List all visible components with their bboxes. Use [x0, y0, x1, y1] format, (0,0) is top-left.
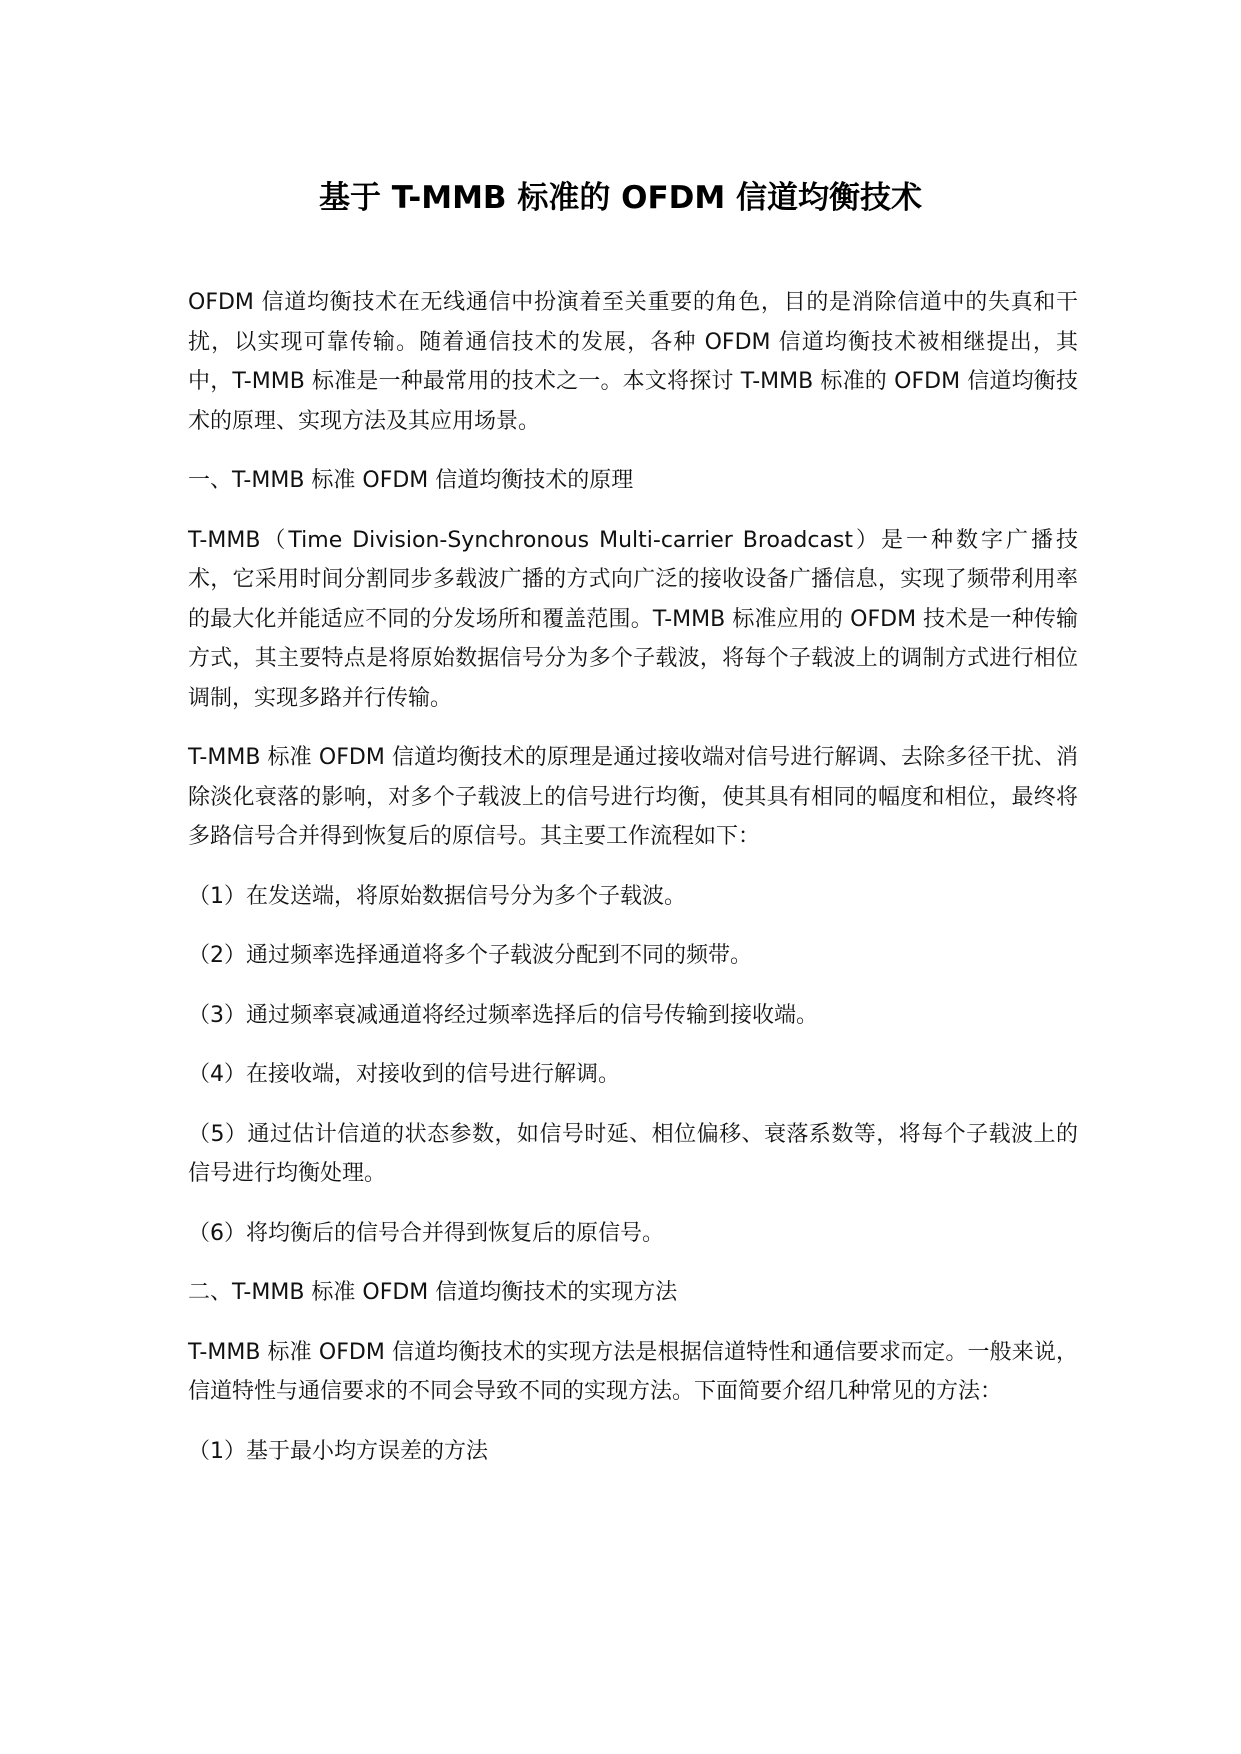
- section-heading-principle: 一、T-MMB 标准 OFDM 信道均衡技术的原理: [188, 468, 634, 493]
- section-heading-implementation: 二、T-MMB 标准 OFDM 信道均衡技术的实现方法: [188, 1280, 678, 1305]
- method-item-1: （1）基于最小均方误差的方法: [188, 1438, 488, 1464]
- document-body: [188, 283, 1078, 1471]
- workflow-step-4: （4）在接收端，对接收到的信号进行解调。: [188, 1062, 620, 1087]
- intro-paragraph: OFDM 信道均衡技术在无线通信中扮演着至关重要的角色，目的是消除信道中的失真和干扰，以实现可靠传输。随着通信技术的发展，各种 OFDM 信道均衡技术被相继提出，其中，T-MMB 标准是一种最常用的技术之一。本文将探讨 T-MMB 标准的 OFDM 信道均衡技术的原理、实现方法及其应用场景。: [188, 290, 1078, 434]
- workflow-step-1: （1）在发送端，将原始数据信号分为多个子载波。: [188, 883, 686, 909]
- workflow-step-3: （3）通过频率衰减通道将经过频率选择后的信号传输到接收端。: [188, 1002, 818, 1028]
- document-title: 基于 T-MMB 标准的 OFDM 信道均衡技术: [318, 180, 923, 216]
- workflow-step-6: （6）将均衡后的信号合并得到恢复后的原信号。: [188, 1220, 664, 1246]
- tmmb-definition-paragraph: T-MMB（Time Division-Synchronous Multi-carrier Broadcast）是一种数字广播技术，它采用时间分割同步多载波广播的方式向广泛的接收设备广播信息，实现了频带利用率的最大化并能适应不同的分发场所和覆盖范围。T-MMB 标准应用的 OFDM 技术是一种传输方式，其主要特点是将原始数据信号分为多个子载波，将每个子载波上的调制方式进行相位调制，实现多路并行传输。: [188, 527, 1078, 711]
- workflow-step-5: （5）通过估计信道的状态参数，如信号时延、相位偏移、衰落系数等，将每个子载波上的信号进行均衡处理。: [188, 1121, 1078, 1186]
- workflow-step-2: （2）通过频率选择通道将多个子载波分配到不同的频带。: [188, 943, 752, 968]
- principle-paragraph: T-MMB 标准 OFDM 信道均衡技术的原理是通过接收端对信号进行解调、去除多径干扰、消除淡化衰落的影响，对多个子载波上的信号进行均衡，使其具有相同的幅度和相位，最终将多路信号合并得到恢复后的原信号。其主要工作流程如下：: [188, 745, 1078, 849]
- implementation-paragraph: T-MMB 标准 OFDM 信道均衡技术的实现方法是根据信道特性和通信要求而定。一般来说，信道特性与通信要求的不同会导致不同的实现方法。下面简要介绍几种常见的方法：: [188, 1339, 1078, 1404]
